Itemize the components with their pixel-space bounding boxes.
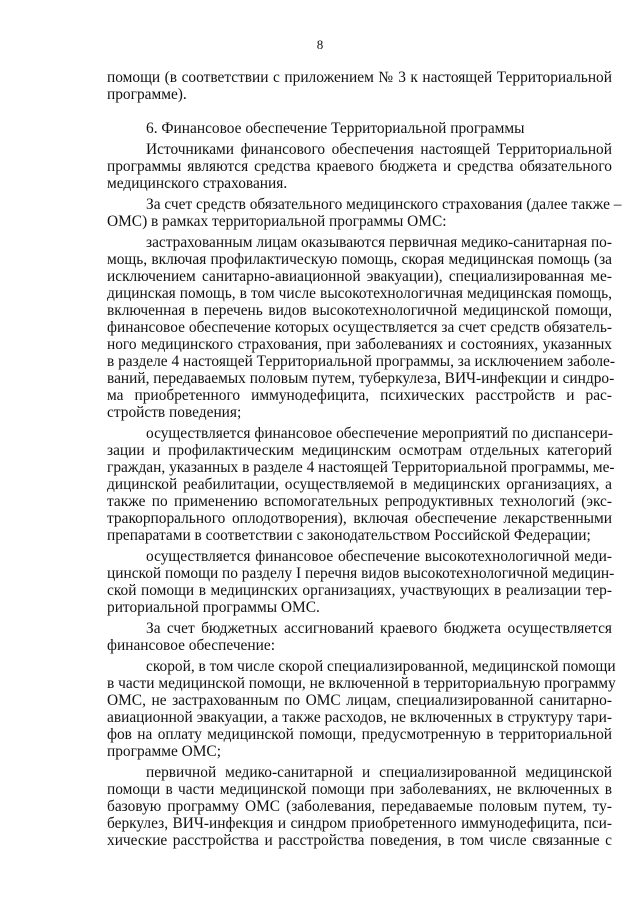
text-line: Источниками финансового обеспечения настоящей Территориальной xyxy=(146,141,612,158)
text-line: препаратами в соответствии с законодательством Российской Федерации; xyxy=(107,527,591,544)
text-line: в части медицинской помощи, не включенной в территориальную программу xyxy=(107,675,616,692)
text-line: также по применению вспомогательных репродуктивных технологий (экс- xyxy=(107,493,612,510)
text-line: мощь, включая профилактическую помощь, скорая медицинская помощь (за xyxy=(107,251,612,268)
text-line: финансовое обеспечение: xyxy=(107,637,275,654)
text-line: беркулез, ВИЧ-инфекция и синдром приобретенного иммунодефицита, пси- xyxy=(107,815,612,832)
text-line: финансовое обеспечение которых осуществляется за счет средств обязатель- xyxy=(107,319,612,336)
text-line: первичной медико-санитарной и специализированной медицинской xyxy=(146,764,612,781)
text-line: авиационной эвакуации, а также расходов, не включенных в структуру тари- xyxy=(107,709,612,726)
text-line: ма приобретенного иммунодефицита, психических расстройств и рас- xyxy=(107,387,612,404)
text-line: ного медицинского страхования, при заболеваниях и состояниях, указанных xyxy=(107,336,612,353)
text-line: медицинского страхования. xyxy=(107,175,288,192)
text-line: фов на оплату медицинской помощи, предусмотренную в территориальной xyxy=(107,726,612,743)
text-line: осуществляется финансовое обеспечение мероприятий по диспансери- xyxy=(146,425,614,442)
text-line: исключением санитарно-авиационной эвакуации), специализированная ме- xyxy=(107,268,612,285)
text-line: ваний, передаваемых половым путем, туберкулеза, ВИЧ-инфекции и синдро- xyxy=(107,370,615,387)
text-line: граждан, указанных в разделе 4 настоящей Территориальной программы, ме- xyxy=(107,459,615,476)
page-number: 8 xyxy=(316,37,324,52)
text-line: в разделе 4 настоящей Территориальной программы, за исключением заболе- xyxy=(107,353,615,370)
text-line: тракорпорального оплодотворения), включая обеспечение лекарственными xyxy=(107,510,612,527)
text-line: За счет средств обязательного медицинского страхования (далее также – xyxy=(146,196,622,213)
text-line: дицинской реабилитации, осуществляемой в медицинских организациях, а xyxy=(107,476,612,493)
text-line: скорой, в том числе скорой специализированной, медицинской помощи xyxy=(146,658,616,675)
text-line: осуществляется финансовое обеспечение высокотехнологичной меди- xyxy=(146,548,612,565)
text-line: программе). xyxy=(107,86,187,103)
text-line: За счет бюджетных ассигнований краевого бюджета осуществляется xyxy=(146,620,612,637)
text-line: ОМС, не застрахованным по ОМС лицам, специализированной санитарно- xyxy=(107,692,612,709)
text-line: хические расстройства и расстройства поведения, в том числе связанные с xyxy=(107,832,612,849)
section-heading: 6. Финансовое обеспечение Территориальной программы xyxy=(146,120,525,137)
text-line: риториальной программы ОМС. xyxy=(107,599,320,616)
text-line: зации и профилактическим медицинским осмотрам отдельных категорий xyxy=(107,442,612,459)
text-line: помощи (в соответствии с приложением № 3 к настоящей Территориальной xyxy=(107,69,612,86)
text-line: программы являются средства краевого бюджета и средства обязательного xyxy=(107,158,612,175)
text-line: ской помощи в медицинских организациях, участвующих в реализации тер- xyxy=(107,582,612,599)
text-line: стройств поведения; xyxy=(107,404,242,421)
text-line: помощи в части медицинской помощи при заболеваниях, не включенных в xyxy=(107,781,612,798)
text-line: застрахованным лицам оказываются первичная медико-санитарная по- xyxy=(146,234,612,251)
text-line: включенная в перечень видов высокотехнологичной медицинской помощи, xyxy=(107,302,612,319)
text-line: программе ОМС; xyxy=(107,743,221,760)
text-line: дицинская помощь, в том числе высокотехнологичная медицинская помощь, xyxy=(107,285,612,302)
text-line: базовую программу ОМС (заболевания, передаваемые половым путем, ту- xyxy=(107,798,612,815)
text-line: цинской помощи по разделу I перечня видов высокотехнологичной медицин- xyxy=(107,565,615,582)
text-line: ОМС) в рамках территориальной программы ОМС: xyxy=(107,213,447,230)
